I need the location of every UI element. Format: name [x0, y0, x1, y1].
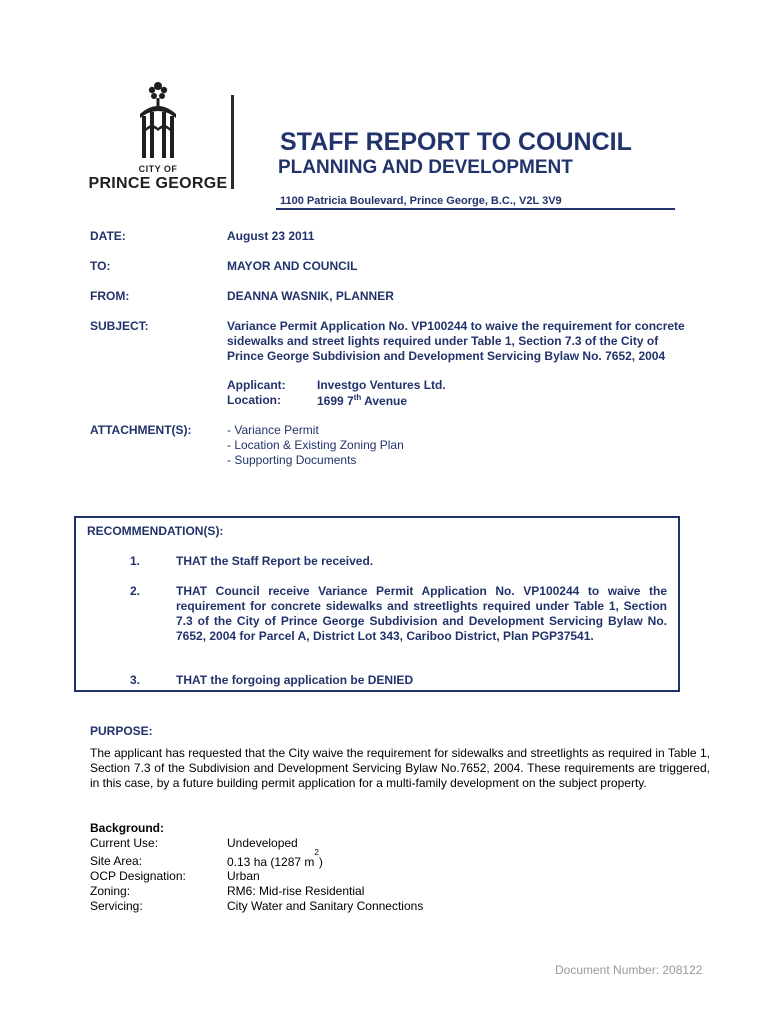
recommendation-text: THAT the Staff Report be received.	[176, 554, 374, 568]
ocp-designation-label: OCP Designation:	[90, 869, 186, 883]
department-title: PLANNING AND DEVELOPMENT	[278, 157, 573, 178]
department-address: 1100 Patricia Boulevard, Prince George, B.C., V2L 3V9	[280, 195, 562, 207]
date-value: August 23 2011	[227, 229, 315, 243]
recommendation-number: 3.	[130, 673, 141, 687]
header-divider	[276, 208, 675, 210]
applicant-value: Investgo Ventures Ltd.	[317, 378, 446, 392]
servicing-label: Servicing:	[90, 899, 143, 913]
logo-city-name: PRINCE GEORGE	[88, 175, 228, 192]
from-value: DEANNA WASNIK, PLANNER	[227, 289, 394, 303]
servicing-value: City Water and Sanitary Connections	[227, 899, 424, 913]
site-area-text-end: )	[318, 855, 323, 869]
city-emblem-icon	[126, 76, 190, 162]
recommendation-text: THAT Council receive Variance Permit Application No. VP100244 to waive the requirement for concrete sidewalks and streetlights required under Table 1, Section 7.3 of the City of Prince George Subdivision and Development Servicing Bylaw No. 7652, 2004 for Parcel A, District Lot 343, Cariboo District, Plan PGP37541.	[176, 584, 667, 643]
location-label: Location:	[227, 393, 281, 407]
document-number: Document Number: 208122	[555, 963, 703, 977]
attachment-item: - Variance Permit	[227, 423, 319, 437]
subject-value	[227, 319, 685, 364]
site-area-value	[227, 848, 323, 869]
current-use-label: Current Use:	[90, 836, 159, 850]
subject-line: Variance Permit Application No. VP100244 to waive the requirement for concrete	[227, 319, 685, 333]
ocp-designation-value: Urban	[227, 869, 260, 883]
from-label: FROM:	[90, 289, 130, 303]
location-text-end: Avenue	[361, 394, 408, 408]
report-title: STAFF REPORT TO COUNCIL	[280, 128, 632, 156]
purpose-heading: PURPOSE:	[90, 724, 153, 738]
to-value: MAYOR AND COUNCIL	[227, 259, 358, 273]
subject-line: sidewalks and street lights required under Table 1, Section 7.3 of the City of	[227, 334, 659, 348]
attachment-item: - Supporting Documents	[227, 453, 357, 467]
logo-city-of: CITY OF	[138, 164, 178, 174]
logo-divider	[231, 95, 234, 189]
zoning-value: RM6: Mid-rise Residential	[227, 884, 365, 898]
subject-label: SUBJECT:	[90, 319, 149, 333]
current-use-value: Undeveloped	[227, 836, 298, 850]
applicant-label: Applicant:	[227, 378, 286, 392]
city-logo	[86, 76, 230, 194]
subject-line: Prince George Subdivision and Development Servicing Bylaw No. 7652, 2004	[227, 349, 666, 363]
recommendation-number: 1.	[130, 554, 141, 568]
purpose-text: The applicant has requested that the City waive the requirement for sidewalks and streetlights as required in Table 1, Section 7.3 of the Subdivision and Development Servicing Bylaw No.7652, 2004. These requirements are triggered, in this case, by a future building permit application for a multi-family development on the subject property.	[90, 746, 710, 790]
location-text: 1699 7	[317, 394, 354, 408]
location-suffix: th	[353, 393, 362, 402]
to-label: TO:	[90, 259, 111, 273]
site-area-label: Site Area:	[90, 854, 143, 868]
recommendations-heading: RECOMMENDATION(S):	[87, 524, 224, 538]
zoning-label: Zoning:	[90, 884, 131, 898]
background-heading: Background:	[90, 821, 165, 835]
site-area-text: 0.13 ha (1287 m	[227, 855, 315, 869]
recommendation-text: THAT the forgoing application be DENIED	[176, 673, 414, 687]
date-label: DATE:	[90, 229, 126, 243]
recommendation-number: 2.	[130, 584, 141, 598]
location-value	[317, 393, 407, 408]
attachments-label: ATTACHMENT(S):	[90, 423, 192, 437]
attachment-item: - Location & Existing Zoning Plan	[227, 438, 404, 452]
site-area-unit-exponent: 2	[314, 848, 319, 857]
